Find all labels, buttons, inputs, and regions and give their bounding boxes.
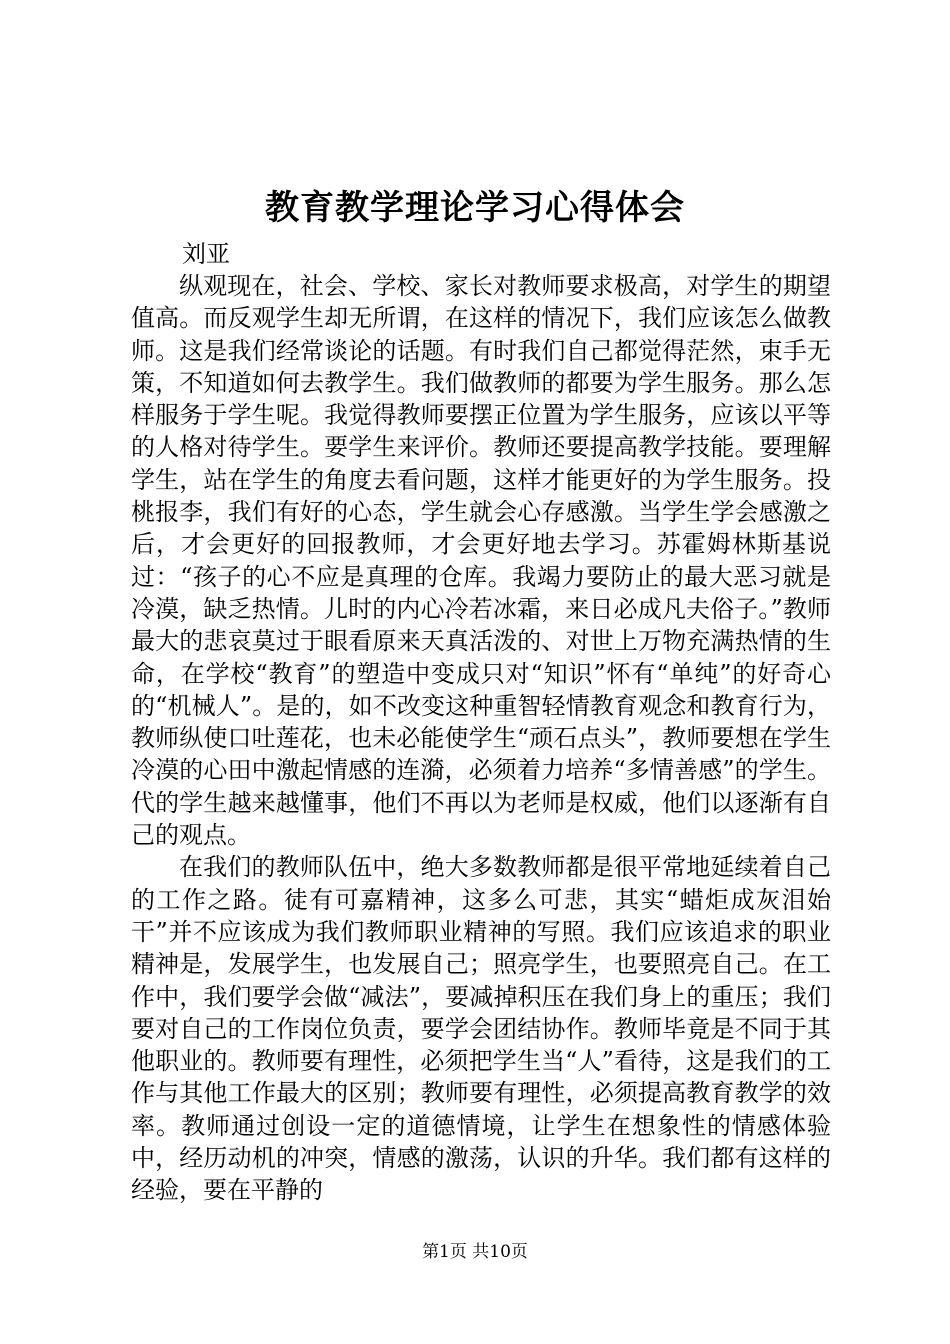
page-number-footer: 第1页 共10页 (422, 1242, 528, 1262)
document-title: 教育教学理论学习心得体会 (265, 188, 685, 228)
author-name: 刘亚 (182, 240, 230, 268)
paragraph-2: 在我们的教师队伍中，绝大多数教师都是很平常地延续着自己的工作之路。徒有可嘉精神，这多么可悲，其实“蜡炬成灰泪始干”并不应该成为我们教师职业精神的写照。我们应该追求的职业精神是，发展学生，也发展自己；照亮学生，也要照亮自己。在工作中，我们要学会做“减法”，要减掉积压在我们身上的重压；我们要对自己的工作岗位负责，要学会团结协作。教师毕竟是不同于其他职业的。教师要有理性，必须把学生当“人”看待，这是我们的工作与其他工作最大的区别；教师要有理性，必须提高教育教学的效率。教师通过创设一定的道德情境，让学生在想象性的情感体验中，经历动机的冲突，情感的激荡，认识的升华。我们都有这样的经验，要在平静的 (131, 853, 831, 1205)
paragraph-1: 纵观现在，社会、学校、家长对教师要求极高，对学生的期望值高。而反观学生却无所谓，在这样的情况下，我们应该怎么做教师。这是我们经常谈论的话题。有时我们自己都觉得茫然，束手无策，不知道如何去教学生。我们做教师的都要为学生服务。那么怎样服务于学生呢。我觉得教师要摆正位置为学生服务，应该以平等的人格对待学生。要学生来评价。教师还要提高教学技能。要理解学生，站在学生的角度去看问题，这样才能更好的为学生服务。投桃报李，我们有好的心态，学生就会心存感激。当学生学会感激之后，才会更好的回报教师，才会更好地去学习。苏霍姆林斯基说过：“孩子的心不应是真理的仓库。我竭力要防止的最大恶习就是冷漠，缺乏热情。儿时的内心冷若冰霜，来日必成凡夫俗子。”教师最大的悲哀莫过于眼看原来天真活泼的、对世上万物充满热情的生命，在学校“教育”的塑造中变成只对“知识”怀有“单纯”的好奇心的“机械人”。是的，如不改变这种重智轻情教育观念和教育行为，教师纵使口吐莲花，也未必能使学生“顽石点头”，教师要想在学生冷漠的心田中激起情感的连漪，必须着力培养“多情善感”的学生。代的学生越来越懂事，他们不再以为老师是权威，他们以逐渐有自己的观点。 (131, 272, 831, 850)
document-body (131, 270, 831, 1207)
